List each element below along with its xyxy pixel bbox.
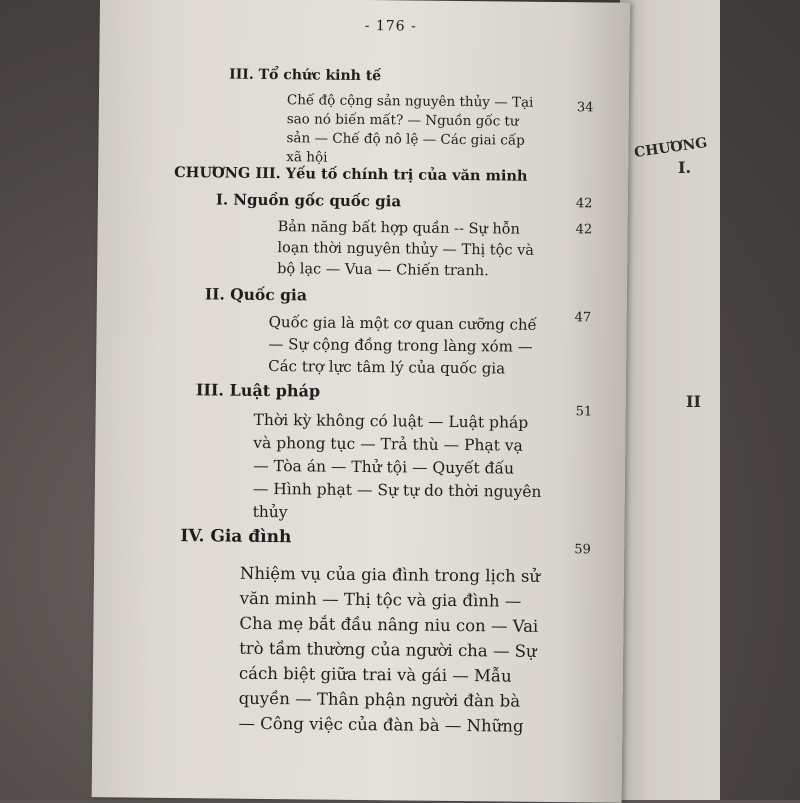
page-ref-34: 34 xyxy=(576,100,594,116)
page-ref-47: 47 xyxy=(574,310,592,326)
section-title-gia-dinh: IV. Gia đình xyxy=(180,526,292,548)
desc-line: Thời kỳ không có luật — Luật pháp xyxy=(253,410,529,432)
page-number: - 176 - xyxy=(364,17,417,35)
book-page xyxy=(92,0,630,803)
desc-line: sản — Chế độ nô lệ — Các giai cấp xyxy=(286,130,525,149)
facing-page xyxy=(620,0,720,800)
desc-line: Các trợ lực tâm lý của quốc gia xyxy=(268,357,506,378)
facing-page-section-fragment-2: II xyxy=(686,392,701,411)
page-ref-59: 59 xyxy=(574,542,591,558)
desc-line: cách biệt giữa trai và gái — Mẫu xyxy=(238,663,512,686)
desc-line: Chế độ cộng sản nguyên thủy — Tại xyxy=(286,92,534,111)
desc-line: — Tòa án — Thử tội — Quyết đấu xyxy=(253,456,515,478)
section-title-to-chuc-kinh-te: III. Tổ chức kinh tế xyxy=(229,66,382,85)
desc-line: — Hình phạt — Sự tự do thời nguyên xyxy=(252,479,542,501)
section-title-quoc-gia: II. Quốc gia xyxy=(204,284,308,305)
section-desc-nguon-goc-quoc-gia xyxy=(277,217,534,283)
desc-line: trò tầm thường của người cha — Sự xyxy=(239,638,537,661)
desc-line: Quốc gia là một cơ quan cưỡng chế xyxy=(268,313,537,334)
facing-page-chapter-fragment: CHƯƠNG xyxy=(633,134,709,162)
desc-line: văn minh — Thị tộc và gia đình — xyxy=(239,588,522,611)
chapter-heading: CHƯƠNG III. Yếu tố chính trị của văn minh xyxy=(174,164,528,185)
desc-line: — Sự cộng đồng trong làng xóm — xyxy=(268,335,533,356)
desc-line: Bản năng bất hợp quần -- Sự hỗn xyxy=(277,219,521,238)
page-ref-51: 51 xyxy=(575,404,593,420)
desc-line: xã hội xyxy=(286,149,328,166)
desc-line: loạn thời nguyên thủy — Thị tộc và xyxy=(277,240,535,259)
section-title-nguon-goc-quoc-gia: I. Nguồn gốc quốc gia xyxy=(215,190,402,211)
facing-page-section-fragment: I. xyxy=(678,158,692,177)
desc-line: quyền — Thân phận người đàn bà xyxy=(238,688,521,711)
section-desc-quoc-gia xyxy=(268,311,537,380)
section-desc-to-chuc-kinh-te xyxy=(286,91,533,170)
desc-line: Nhiệm vụ của gia đình trong lịch sử xyxy=(239,563,541,586)
desc-line: và phong tục — Trả thù — Phạt vạ xyxy=(253,433,523,455)
desc-line: sao nó biến mất? — Nguồn gốc tư xyxy=(286,111,519,130)
page-ref-42: 42 xyxy=(575,196,593,212)
desc-line: Cha mẹ bắt đầu nâng niu con — Vai xyxy=(239,613,539,636)
section-desc-gia-dinh xyxy=(238,561,540,739)
desc-line: thủy xyxy=(252,502,288,522)
desc-line: — Công việc của đàn bà — Những xyxy=(238,713,524,736)
desc-line: bộ lạc — Vua — Chiến tranh. xyxy=(277,261,489,280)
section-desc-luat-phap xyxy=(253,409,543,527)
section-title-luat-phap: III. Luật pháp xyxy=(195,380,321,401)
page-ref-42-desc: 42 xyxy=(575,222,593,238)
